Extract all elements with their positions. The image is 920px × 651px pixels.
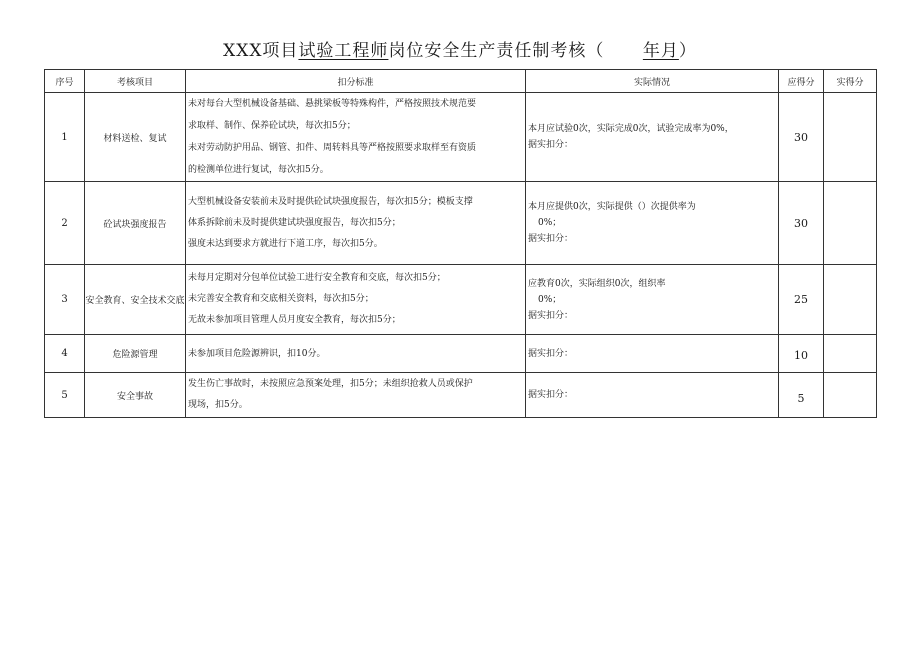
row-item: 砼试块强度报告 bbox=[85, 182, 186, 265]
table-row bbox=[45, 373, 877, 418]
standard-line: 体系拆除前未及时提供建试块强度报告，每次扣5分； bbox=[188, 217, 401, 228]
row-score bbox=[779, 182, 824, 265]
row-standard bbox=[186, 335, 526, 373]
row-score bbox=[779, 335, 824, 373]
row-score bbox=[779, 373, 824, 418]
standard-line: 求取样、制作、保养砼试块，每次扣5分； bbox=[188, 121, 356, 131]
score-value: 30 bbox=[794, 130, 808, 144]
standard-line: 未参加项目危险源辨识，扣10分。 bbox=[188, 348, 326, 359]
row-actual bbox=[526, 373, 779, 418]
page-title bbox=[0, 36, 920, 61]
actual-line: 据实扣分： bbox=[528, 234, 574, 244]
standard-line: 现场，扣5分。 bbox=[188, 400, 248, 410]
standard-line: 强度未达到要求方就进行下道工序，每次扣5分。 bbox=[188, 238, 383, 249]
standard-line: 的检测单位进行复试，每次扣5分。 bbox=[188, 165, 329, 175]
row-actual-score[interactable] bbox=[824, 265, 877, 335]
standard-line: 未每月定期对分包单位试验工进行安全教育和交底，每次扣5分； bbox=[188, 273, 446, 283]
row-item: 危险源管理 bbox=[85, 335, 186, 373]
row-actual bbox=[526, 93, 779, 182]
row-item: 安全教育、安全技术交底 bbox=[85, 265, 186, 335]
header-actual-score: 实得分 bbox=[824, 70, 877, 93]
header-actual: 实际情况 bbox=[526, 70, 779, 93]
row-actual bbox=[526, 265, 779, 335]
actual-line: 据实扣分： bbox=[528, 140, 574, 150]
title-year-month: 年月 bbox=[642, 41, 679, 61]
row-actual-score[interactable] bbox=[824, 335, 877, 373]
actual-line: 据实扣分： bbox=[528, 348, 574, 359]
row-score bbox=[779, 93, 824, 182]
header-no: 序号 bbox=[45, 70, 85, 93]
actual-line: 本月应提供0次，实际提供（）次提供率为 bbox=[528, 202, 696, 212]
row-no: 3 bbox=[45, 265, 85, 335]
row-item: 材料送检、复试 bbox=[85, 93, 186, 182]
actual-line: 本月应试验0次，实际完成0次，试验完成率为0%， bbox=[528, 124, 734, 134]
row-standard bbox=[186, 182, 526, 265]
header-item: 考核项目 bbox=[85, 70, 186, 93]
standard-line: 大型机械设备安装前未及时提供砼试块强度报告，每次扣5分；模板支撑 bbox=[188, 196, 473, 207]
actual-line: 0%； bbox=[538, 294, 562, 305]
table-row bbox=[45, 265, 877, 335]
assessment-table bbox=[44, 69, 877, 418]
table-row bbox=[45, 93, 877, 182]
row-actual-score[interactable] bbox=[824, 182, 877, 265]
actual-line: 0%； bbox=[538, 218, 562, 228]
header-should-score: 应得分 bbox=[779, 70, 824, 93]
row-standard bbox=[186, 265, 526, 335]
row-no: 5 bbox=[45, 373, 85, 418]
row-no: 2 bbox=[45, 182, 85, 265]
standard-line: 未对每台大型机械设备基础、悬挑梁板等特殊构件，严格按照技术规范要 bbox=[188, 99, 477, 109]
score-value: 5 bbox=[797, 391, 805, 405]
score-value: 25 bbox=[794, 293, 808, 306]
row-actual-score[interactable] bbox=[824, 93, 877, 182]
row-score bbox=[779, 265, 824, 335]
table-header-row bbox=[45, 70, 877, 93]
table-row bbox=[45, 182, 877, 265]
row-no: 1 bbox=[45, 93, 85, 182]
standard-line: 未完善安全教育和交底相关资料，每次扣5分； bbox=[188, 294, 374, 304]
row-standard bbox=[186, 93, 526, 182]
standard-line: 未对劳动防护用品、钢管、扣件、周转料具等严格按照要求取样至有资质 bbox=[188, 143, 477, 153]
score-value: 10 bbox=[794, 349, 808, 362]
title-suffix: ） bbox=[678, 41, 697, 61]
title-blank-space bbox=[604, 41, 642, 61]
row-actual bbox=[526, 335, 779, 373]
score-value: 30 bbox=[794, 216, 808, 230]
actual-line: 据实扣分： bbox=[528, 390, 574, 400]
standard-line: 无故未参加项目管理人员月度安全教育，每次扣5分； bbox=[188, 315, 401, 325]
table-row bbox=[45, 335, 877, 373]
row-actual bbox=[526, 182, 779, 265]
title-middle: 岗位安全生产责任制考核（ bbox=[388, 41, 605, 61]
row-actual-score[interactable] bbox=[824, 373, 877, 418]
row-no: 4 bbox=[45, 335, 85, 373]
standard-line: 发生伤亡事故时，未按照应急预案处理，扣5分；未组织抢救人员或保护 bbox=[188, 379, 473, 389]
title-position: 试验工程师 bbox=[298, 41, 389, 61]
row-item: 安全事故 bbox=[85, 373, 186, 418]
row-standard bbox=[186, 373, 526, 418]
actual-line: 应教育0次，实际组织0次，组织率 bbox=[528, 278, 666, 289]
header-standard: 扣分标准 bbox=[186, 70, 526, 93]
actual-line: 据实扣分： bbox=[528, 310, 574, 321]
title-prefix: XXX项目 bbox=[223, 41, 299, 61]
